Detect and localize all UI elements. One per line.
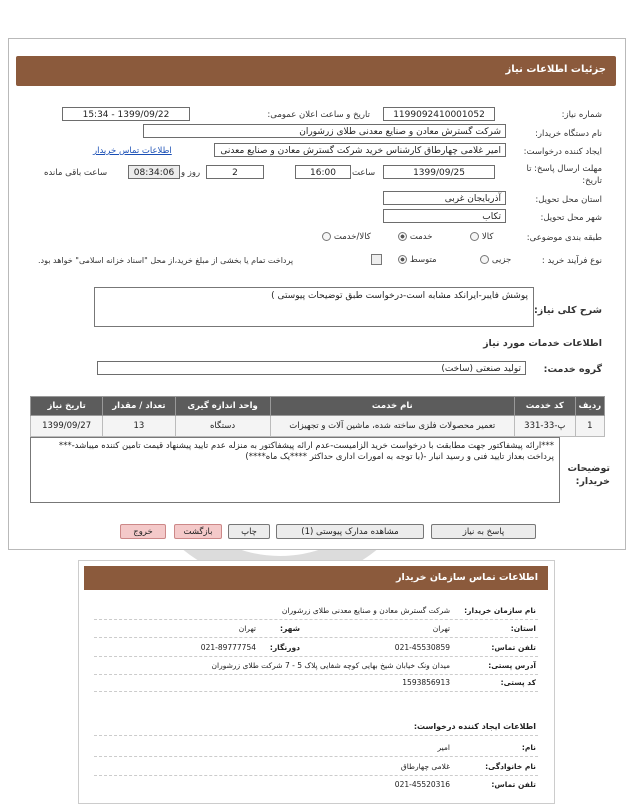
contact-phone-value: 021-45530859: [394, 643, 450, 652]
divider: [94, 756, 538, 757]
category-goods-option[interactable]: [470, 232, 493, 242]
category-both-option[interactable]: [322, 232, 371, 242]
view-attachments-button[interactable]: مشاهده مدارک پیوستی (1): [276, 524, 424, 539]
print-button[interactable]: چاپ: [228, 524, 270, 539]
treasury-checkbox[interactable]: [371, 254, 382, 265]
postal-label: کد پستی:: [500, 678, 536, 687]
contact-card: [78, 560, 555, 804]
fax-value: 021-89777754: [200, 643, 256, 652]
announce-field: 1399/09/22 - 15:34: [62, 107, 190, 121]
category-goods-radio[interactable]: [470, 232, 479, 241]
postal-value: 1593856913: [402, 678, 450, 687]
days-label: روز و: [181, 168, 201, 178]
category-label: طبقه بندی موضوعی:: [526, 233, 602, 243]
col-name: نام خدمت: [270, 397, 514, 416]
category-service-option[interactable]: [398, 232, 433, 242]
need-number-field: 1199092410001052: [383, 107, 495, 121]
fax-label: دورنگار:: [269, 643, 300, 652]
col-qty: تعداد / مقدار: [103, 397, 175, 416]
category-goods-label: کالا: [481, 232, 494, 242]
buyer-notes-box: [30, 437, 560, 503]
process-minor-radio[interactable]: [480, 255, 489, 264]
service-code: پ-33-331: [514, 416, 575, 437]
province-label: استان محل تحویل:: [535, 195, 602, 205]
org-value: شرکت گسترش معادن و صنایع معدنی طلای زرشوران: [281, 606, 450, 615]
divider: [94, 619, 538, 620]
contact-province-value: تهران: [432, 624, 450, 633]
summary-text: پوشش فایبر-ایرانکد مشابه است-درخواست طبق توضیحات پیوستی ): [271, 291, 528, 301]
page-title: جزئیات اطلاعات نیاز: [505, 64, 606, 75]
contact-card-title: اطلاعات تماس سازمان خریدار: [395, 572, 538, 583]
col-date: تاریخ نیاز: [31, 397, 103, 416]
days-field: 2: [206, 165, 264, 179]
category-service-radio[interactable]: [398, 232, 407, 241]
summary-box: [94, 287, 534, 327]
col-code: کد خدمت: [514, 397, 575, 416]
table-row: [31, 416, 605, 437]
deadline-label: مهلت ارسال پاسخ: تا تاریخ:: [526, 164, 602, 186]
services-table: [30, 396, 605, 437]
time-label: ساعت: [352, 168, 376, 178]
service-qty: 13: [103, 416, 175, 437]
reply-button[interactable]: پاسخ به نیاز: [431, 524, 536, 539]
creator-info-title: اطلاعات ایجاد کننده درخواست:: [413, 722, 536, 731]
contact-city-label: شهر:: [280, 624, 300, 633]
exit-button[interactable]: خروج: [120, 524, 166, 539]
services-table-header: [31, 397, 605, 416]
service-group-label: گروه خدمت:: [543, 364, 602, 375]
service-group-field: تولید صنعتی (ساخت): [97, 361, 526, 375]
remaining-label: ساعت باقی مانده: [44, 168, 108, 178]
creator-label: ایجاد کننده درخواست:: [523, 147, 602, 157]
deadline-date-field: 1399/09/25: [383, 165, 495, 179]
last-name-label: نام خانوادگی:: [485, 762, 536, 771]
back-button[interactable]: بازگشت: [174, 524, 222, 539]
services-section-title: اطلاعات خدمات مورد نیاز: [483, 338, 602, 349]
creator-phone-value: 021-45520316: [394, 780, 450, 789]
col-row: ردیف: [575, 397, 604, 416]
creator-phone-label: تلفن تماس:: [491, 780, 536, 789]
category-both-radio[interactable]: [322, 232, 331, 241]
payment-note: پرداخت تمام یا بخشی از مبلغ خرید،از محل "اسناد خزانه اسلامی" خواهد بود.: [38, 256, 294, 265]
service-unit: دستگاه: [175, 416, 270, 437]
row-number: 1: [575, 416, 604, 437]
buyer-note-line: ***ارائه پیشفاکتور جهت مطابقت با درخواست خرید الزامیست-عدم ارائه پیشفاکتور به منزله عدم تایید پیشنهاد قیمت تامین کننده میباشد-***: [58, 441, 554, 451]
contact-phone-label: تلفن تماس:: [491, 643, 536, 652]
process-medium-radio[interactable]: [398, 255, 407, 264]
page-header: [16, 56, 616, 86]
divider: [94, 656, 538, 657]
org-label: نام سازمان خریدار:: [464, 606, 536, 615]
process-minor-label: جزیی: [491, 255, 512, 265]
divider: [94, 775, 538, 776]
buyer-field: شرکت گسترش معادن و صنایع معدنی طلای زرشوران: [143, 124, 506, 138]
service-date: 1399/09/27: [31, 416, 103, 437]
divider: [94, 735, 538, 736]
address-label: آدرس پستی:: [488, 661, 536, 670]
process-medium-label: متوسط: [409, 255, 437, 265]
buyer-note-line: پرداخت بعداز تایید فنی و رسید انبار -(با توجه به امورات اداری حداکثر ****یک ماه****): [245, 452, 554, 462]
divider: [94, 674, 538, 675]
process-minor-option[interactable]: [480, 255, 511, 265]
city-label: شهر محل تحویل:: [540, 213, 602, 223]
remaining-time-field: 08:34:06: [128, 165, 180, 179]
deadline-time-field: 16:00: [295, 165, 351, 179]
divider: [94, 637, 538, 638]
first-name-value: امیر: [437, 743, 450, 752]
summary-label: شرح کلی نیاز:: [533, 305, 602, 316]
creator-field: امیر غلامی چهارطاق کارشناس خرید شرکت گسترش معادن و صنایع معدنی: [214, 143, 506, 157]
buyer-notes-label: توضیحات خریدار:: [567, 463, 610, 487]
contact-card-header: [84, 566, 548, 590]
category-both-label: کالا/خدمت: [333, 232, 371, 242]
announce-label: تاریخ و ساعت اعلان عمومی:: [267, 110, 370, 120]
address-value: میدان ونک خیابان شیخ بهایی کوچه شفایی پلاک 5 - 7 شرکت طلای زرشوران: [211, 661, 450, 670]
province-field: آذربایجان غربی: [383, 191, 506, 205]
process-medium-option[interactable]: [398, 255, 437, 265]
buyer-contact-link[interactable]: اطلاعات تماس خریدار: [93, 146, 172, 156]
contact-city-value: تهران: [238, 624, 256, 633]
contact-province-label: استان:: [510, 624, 536, 633]
col-unit: واحد اندازه گیری: [175, 397, 270, 416]
buyer-label: نام دستگاه خریدار:: [535, 129, 602, 139]
need-number-label: شماره نیاز:: [561, 110, 602, 120]
last-name-value: غلامی چهارطاق: [400, 762, 450, 771]
first-name-label: نام:: [521, 743, 536, 752]
process-label: نوع فرآیند خرید :: [541, 256, 602, 266]
city-field: تکاب: [383, 209, 506, 223]
divider: [94, 691, 538, 692]
category-service-label: خدمت: [409, 232, 433, 242]
service-name: تعمیر محصولات فلزی ساخته شده، ماشین آلات و تجهیزات: [270, 416, 514, 437]
